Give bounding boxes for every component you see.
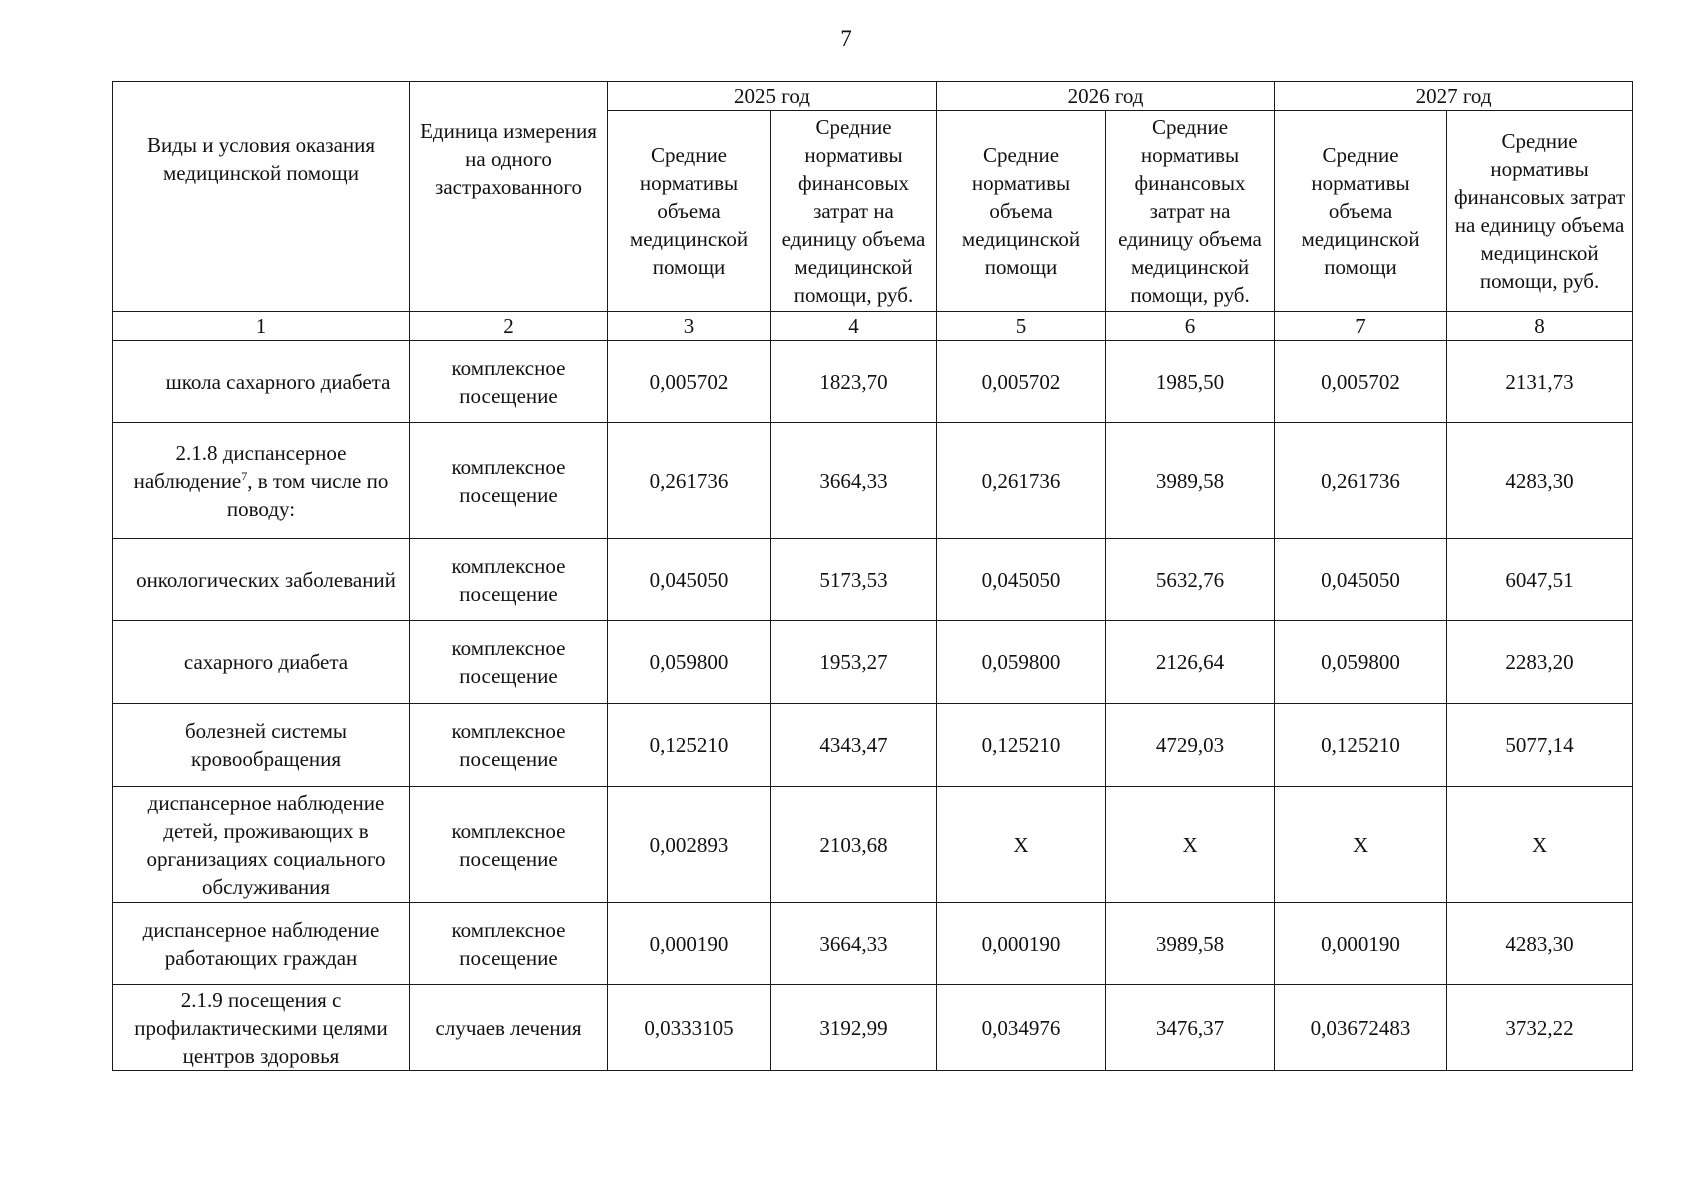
cell-value: 1985,50 (1106, 341, 1275, 423)
cell-value: 0,059800 (1275, 621, 1447, 704)
cell-value: 0,261736 (1275, 423, 1447, 539)
cell-value: 0,261736 (608, 423, 771, 539)
table-row (113, 985, 1633, 1071)
cell-value: 0,005702 (608, 341, 771, 423)
cell-value: 0,03672483 (1275, 985, 1447, 1071)
cell-value: 0,000190 (608, 903, 771, 985)
cell-value: 4283,30 (1447, 903, 1633, 985)
cell-value: 5077,14 (1447, 704, 1633, 787)
cell-value: Х (1106, 787, 1275, 903)
cell-value: 4729,03 (1106, 704, 1275, 787)
cell-value: 4343,47 (771, 704, 937, 787)
row-unit: комплексное посещение (410, 704, 608, 787)
footnote-mark: 7 (241, 468, 248, 483)
header-2026-volume: Средние нормативы объема медицинской помощи (937, 111, 1106, 312)
cell-value: 0,005702 (937, 341, 1106, 423)
row-label: диспансерное наблюдение работающих граждан (113, 903, 410, 985)
row-label: 2.1.8 диспансерное наблюдение$^7$, в том числе по поводу: (113, 423, 410, 539)
column-number: 6 (1106, 312, 1275, 341)
cell-value: 6047,51 (1447, 539, 1633, 621)
cell-value: 2103,68 (771, 787, 937, 903)
column-number: 2 (410, 312, 608, 341)
cell-value: 0,125210 (937, 704, 1106, 787)
row-unit: комплексное посещение (410, 903, 608, 985)
cell-value: 0,000190 (1275, 903, 1447, 985)
header-2027-cost: Средние нормативы финансовых затрат на единицу объема медицинской помощи, руб. (1447, 111, 1633, 312)
cell-value: 3732,22 (1447, 985, 1633, 1071)
row-label: школа сахарного диабета (113, 341, 410, 423)
table-row (113, 903, 1633, 985)
row-unit: комплексное посещение (410, 341, 608, 423)
table-row (113, 341, 1633, 423)
header-2025-volume: Средние нормативы объема медицинской помощи (608, 111, 771, 312)
cell-value: Х (1447, 787, 1633, 903)
cell-value: 0,002893 (608, 787, 771, 903)
cell-value: 0,0333105 (608, 985, 771, 1071)
row-unit: комплексное посещение (410, 621, 608, 704)
cell-value: 0,045050 (608, 539, 771, 621)
header-year-2025: 2025 год (608, 82, 937, 111)
header-2025-cost: Средние нормативы финансовых затрат на единицу объема медицинской помощи, руб. (771, 111, 937, 312)
cell-value: 2283,20 (1447, 621, 1633, 704)
header-care-type: Виды и условия оказания медицинской помощи (113, 82, 410, 312)
header-year-2026: 2026 год (937, 82, 1275, 111)
column-number: 5 (937, 312, 1106, 341)
cell-value: 3476,37 (1106, 985, 1275, 1071)
cell-value: Х (937, 787, 1106, 903)
cell-value: 0,125210 (608, 704, 771, 787)
row-unit: комплексное посещение (410, 539, 608, 621)
cell-value: 0,125210 (1275, 704, 1447, 787)
cell-value: 3192,99 (771, 985, 937, 1071)
cell-value: 0,034976 (937, 985, 1106, 1071)
cell-value: 0,261736 (937, 423, 1106, 539)
table-row (113, 704, 1633, 787)
row-unit: комплексное посещение (410, 423, 608, 539)
row-label: диспансерное наблюдение детей, проживающих в организациях социального обслуживания (113, 787, 410, 903)
cell-value: 1953,27 (771, 621, 937, 704)
cell-value: 0,059800 (608, 621, 771, 704)
norms-table (112, 81, 1633, 1071)
column-number: 3 (608, 312, 771, 341)
cell-value: Х (1275, 787, 1447, 903)
row-label: 2.1.9 посещения с профилактическими целями центров здоровья (113, 985, 410, 1071)
row-unit: комплексное посещение (410, 787, 608, 903)
column-number-row (113, 312, 1633, 341)
table-row (113, 423, 1633, 539)
column-number: 4 (771, 312, 937, 341)
cell-value: 0,059800 (937, 621, 1106, 704)
cell-value: 3664,33 (771, 423, 937, 539)
cell-value: 4283,30 (1447, 423, 1633, 539)
cell-value: 0,005702 (1275, 341, 1447, 423)
cell-value: 2126,64 (1106, 621, 1275, 704)
cell-value: 2131,73 (1447, 341, 1633, 423)
cell-value: 0,045050 (1275, 539, 1447, 621)
cell-value: 1823,70 (771, 341, 937, 423)
cell-value: 3989,58 (1106, 903, 1275, 985)
row-label: болезней системы кровообращения (113, 704, 410, 787)
cell-value: 5632,76 (1106, 539, 1275, 621)
column-number: 1 (113, 312, 410, 341)
cell-value: 3989,58 (1106, 423, 1275, 539)
row-label: сахарного диабета (113, 621, 410, 704)
row-unit: случаев лечения (410, 985, 608, 1071)
header-2026-cost: Средние нормативы финансовых затрат на единицу объема медицинской помощи, руб. (1106, 111, 1275, 312)
header-2027-volume: Средние нормативы объема медицинской помощи (1275, 111, 1447, 312)
page-number: 7 (840, 26, 852, 51)
cell-value: 5173,53 (771, 539, 937, 621)
column-number: 8 (1447, 312, 1633, 341)
table-row (113, 539, 1633, 621)
cell-value: 3664,33 (771, 903, 937, 985)
header-year-2027: 2027 год (1275, 82, 1633, 111)
table-row (113, 787, 1633, 903)
cell-value: 0,045050 (937, 539, 1106, 621)
row-label: онкологических заболеваний (113, 539, 410, 621)
header-unit: Единица измерения на одного застрахованного (410, 82, 608, 312)
column-number: 7 (1275, 312, 1447, 341)
table-row (113, 621, 1633, 704)
cell-value: 0,000190 (937, 903, 1106, 985)
